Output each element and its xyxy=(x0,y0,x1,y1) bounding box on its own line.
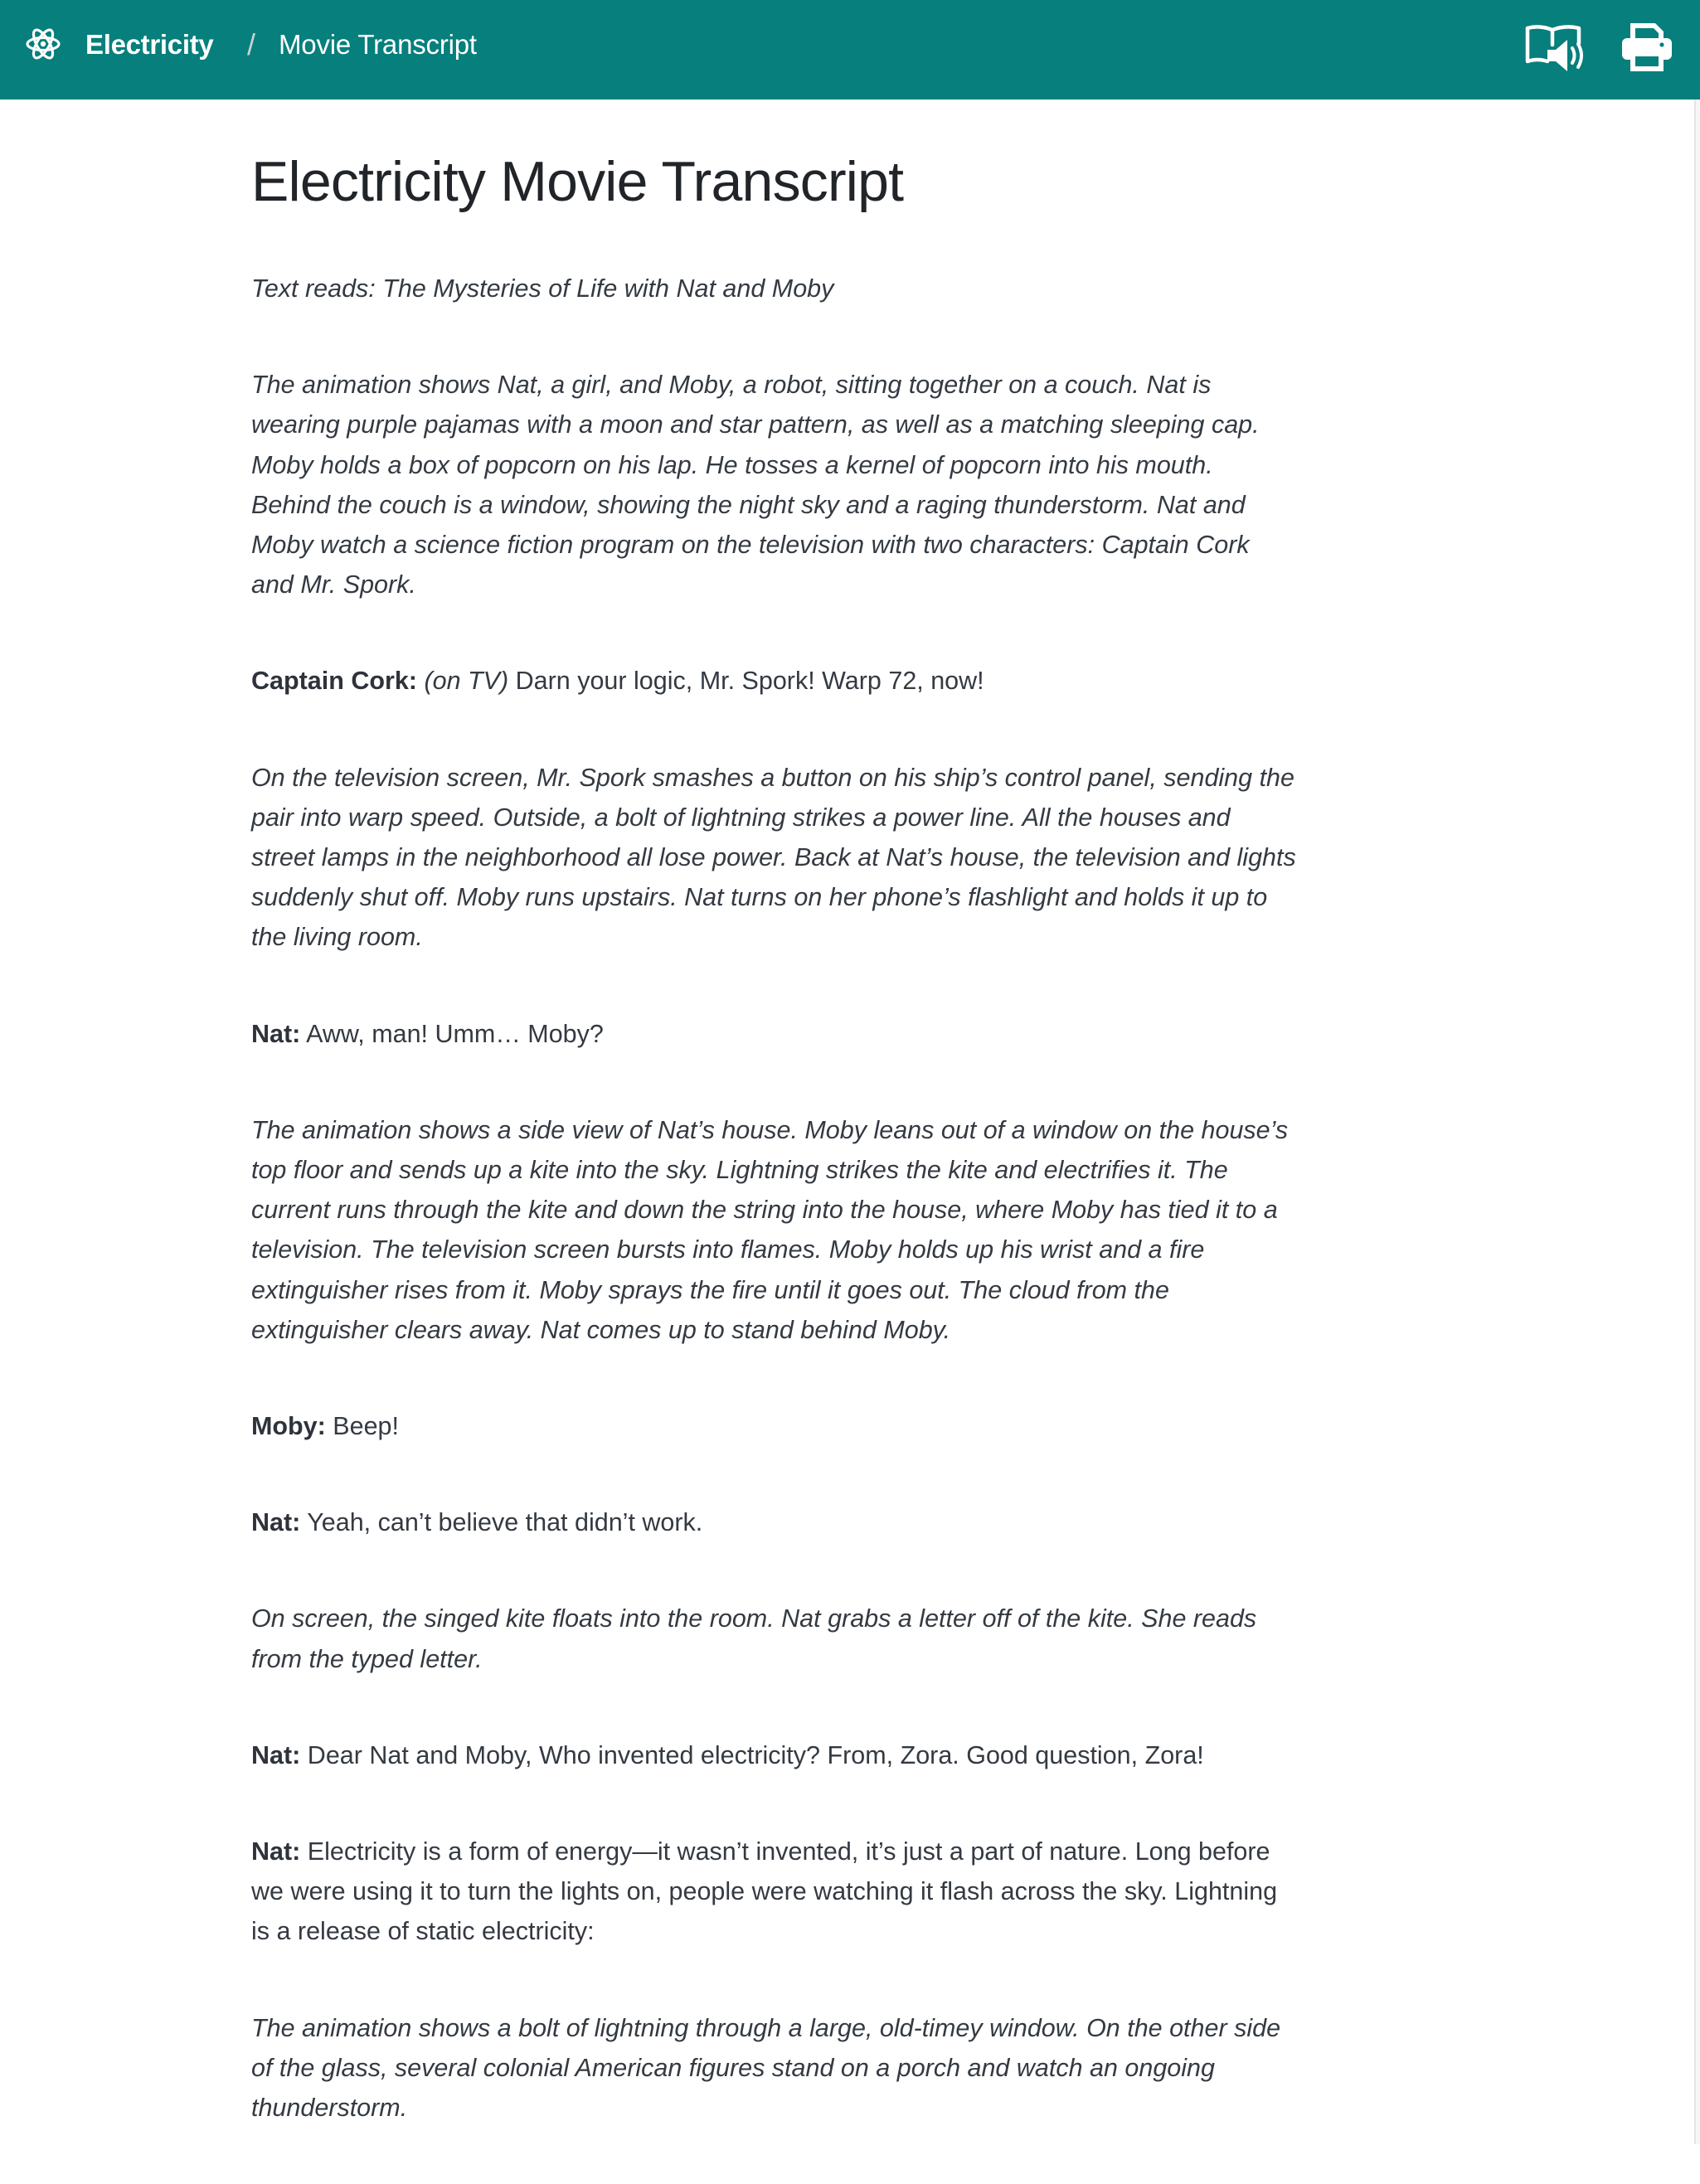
line-text: Dear Nat and Moby, Who invented electricity? From, Zora. Good question, Zora! xyxy=(307,1740,1204,1769)
transcript-line xyxy=(251,1406,1678,1446)
transcript-line xyxy=(251,445,1678,485)
line-text: Beep! xyxy=(333,1412,399,1441)
transcript-line xyxy=(251,525,1678,565)
speaker-name: Moby: xyxy=(251,1412,326,1441)
line-text: Moby holds a box of popcorn on his lap. He tosses a kernel of popcorn into his mouth. xyxy=(251,450,1213,479)
scene-description xyxy=(251,2008,1678,2128)
transcript-line xyxy=(251,1230,1678,1269)
transcript-line xyxy=(251,1911,1678,1951)
speaker-name: Nat: xyxy=(251,1019,301,1048)
transcript-line xyxy=(251,565,1678,604)
transcript-line xyxy=(251,1190,1678,1230)
transcript-line xyxy=(251,1270,1678,1310)
transcript-line xyxy=(251,877,1678,917)
stage-direction: (on TV) xyxy=(424,667,509,696)
line-text: we were using it to turn the lights on, people were watching it flash across the sky. Lightning xyxy=(251,1877,1278,1906)
breadcrumb-separator: / xyxy=(247,27,256,61)
line-text: extinguisher clears away. Nat comes up to stand behind Moby. xyxy=(251,1315,951,1344)
transcript-line xyxy=(251,2008,1678,2048)
speaker-name: Captain Cork: xyxy=(251,667,417,696)
line-text: Electricity is a form of energy—it wasn’t invented, it’s just a part of nature. Long before xyxy=(307,1837,1270,1866)
breadcrumb-current: Movie Transcript xyxy=(279,29,477,60)
transcript-line xyxy=(251,2048,1678,2088)
line-text: is a release of static electricity: xyxy=(251,1917,595,1946)
transcript-line xyxy=(251,1599,1678,1638)
line-text: The animation shows Nat, a girl, and Moby, a robot, sitting together on a couch. Nat is xyxy=(251,371,1212,400)
transcript-line xyxy=(251,1014,1678,1054)
transcript-line xyxy=(251,365,1678,405)
transcript-line xyxy=(251,1871,1678,1911)
line-text: street lamps in the neighborhood all lose power. Back at Nat’s house, the television and lights xyxy=(251,843,1296,872)
line-text: pair into warp speed. Outside, a bolt of lightning strikes a power line. All the houses and xyxy=(251,803,1231,832)
speaker-name: Nat: xyxy=(251,1740,301,1769)
line-text: wearing purple pajamas with a moon and star pattern, as well as a matching sleeping cap. xyxy=(251,410,1260,439)
transcript-line xyxy=(251,405,1678,444)
line-text: television. The television screen bursts into flames. Moby holds up his wrist and a fire xyxy=(251,1235,1205,1264)
line-text: thunderstorm. xyxy=(251,2094,408,2123)
line-text: of the glass, several colonial American figures stand on a porch and watch an ongoing xyxy=(251,2053,1215,2082)
speaker-name: Nat: xyxy=(251,1508,301,1537)
line-text: The animation shows a bolt of lightning through a large, old-timey window. On the other side xyxy=(251,2013,1281,2042)
speaker-name: Nat: xyxy=(251,1837,301,1866)
read-aloud-button[interactable] xyxy=(1523,20,1592,73)
line-text: Yeah, can’t believe that didn’t work. xyxy=(307,1508,703,1537)
dialogue-line xyxy=(251,1014,1678,1054)
transcript-line xyxy=(251,485,1678,525)
transcript-line xyxy=(251,1735,1678,1775)
line-text: Text reads: The Mysteries of Life with Nat and Moby xyxy=(251,274,834,303)
transcript-line xyxy=(251,1502,1678,1542)
line-text: top floor and sends up a kite into the sky. Lightning strikes the kite and electrifies it. The xyxy=(251,1156,1228,1185)
transcript-line xyxy=(251,1639,1678,1679)
scene-description xyxy=(251,758,1678,958)
breadcrumb-home-link[interactable]: Electricity xyxy=(85,29,214,60)
line-text: from the typed letter. xyxy=(251,1644,483,1673)
transcript-line xyxy=(251,2088,1678,2128)
line-text: Behind the couch is a window, showing the night sky and a raging thunderstorm. Nat and xyxy=(251,490,1246,519)
line-text: On the television screen, Mr. Spork smashes a button on his ship’s control panel, sending the xyxy=(251,763,1294,792)
transcript-line xyxy=(251,1110,1678,1150)
top-bar xyxy=(0,0,1700,99)
scene-description xyxy=(251,365,1678,604)
transcript-line xyxy=(251,1310,1678,1350)
line-text: Darn your logic, Mr. Spork! Warp 72, now! xyxy=(515,667,984,696)
page-title: Electricity Movie Transcript xyxy=(251,150,904,213)
line-text: On screen, the singed kite floats into the room. Nat grabs a letter off of the kite. She reads xyxy=(251,1604,1257,1633)
line-text: Moby watch a science fiction program on the television with two characters: Captain Cork xyxy=(251,531,1250,560)
dialogue-line xyxy=(251,1832,1678,1952)
dialogue-line xyxy=(251,661,1678,701)
transcript-line xyxy=(251,1150,1678,1190)
dialogue-line xyxy=(251,1406,1678,1446)
line-text: Aww, man! Umm… Moby? xyxy=(306,1019,604,1048)
line-text: the living room. xyxy=(251,923,423,952)
dialogue-line xyxy=(251,1502,1678,1542)
transcript-line xyxy=(251,798,1678,837)
print-button[interactable] xyxy=(1619,20,1675,73)
transcript-line xyxy=(251,661,1678,701)
scrollbar[interactable] xyxy=(1694,99,1700,2144)
line-text: current runs through the kite and down the string into the house, where Moby has tied it to a xyxy=(251,1196,1278,1225)
scene-description xyxy=(251,269,1678,308)
transcript-line xyxy=(251,758,1678,798)
printer-icon xyxy=(1619,20,1675,73)
scene-description xyxy=(251,1110,1678,1350)
scene-description xyxy=(251,1599,1678,1678)
line-text: and Mr. Spork. xyxy=(251,570,416,599)
transcript-content xyxy=(251,143,1678,2184)
dialogue-line xyxy=(251,1735,1678,1775)
transcript-line xyxy=(251,837,1678,877)
transcript-line xyxy=(251,269,1678,308)
line-text: The animation shows a side view of Nat’s house. Moby leans out of a window on the house’s xyxy=(251,1115,1289,1144)
transcript xyxy=(251,269,1678,2128)
line-text: suddenly shut off. Moby runs upstairs. Nat turns on her phone’s flashlight and holds it up to xyxy=(251,883,1268,912)
transcript-line xyxy=(251,1832,1678,1871)
book-speaker-icon xyxy=(1523,20,1592,73)
line-text: extinguisher rises from it. Moby sprays the fire until it goes out. The cloud from the xyxy=(251,1275,1169,1304)
atom-icon xyxy=(25,27,61,61)
transcript-line xyxy=(251,917,1678,957)
